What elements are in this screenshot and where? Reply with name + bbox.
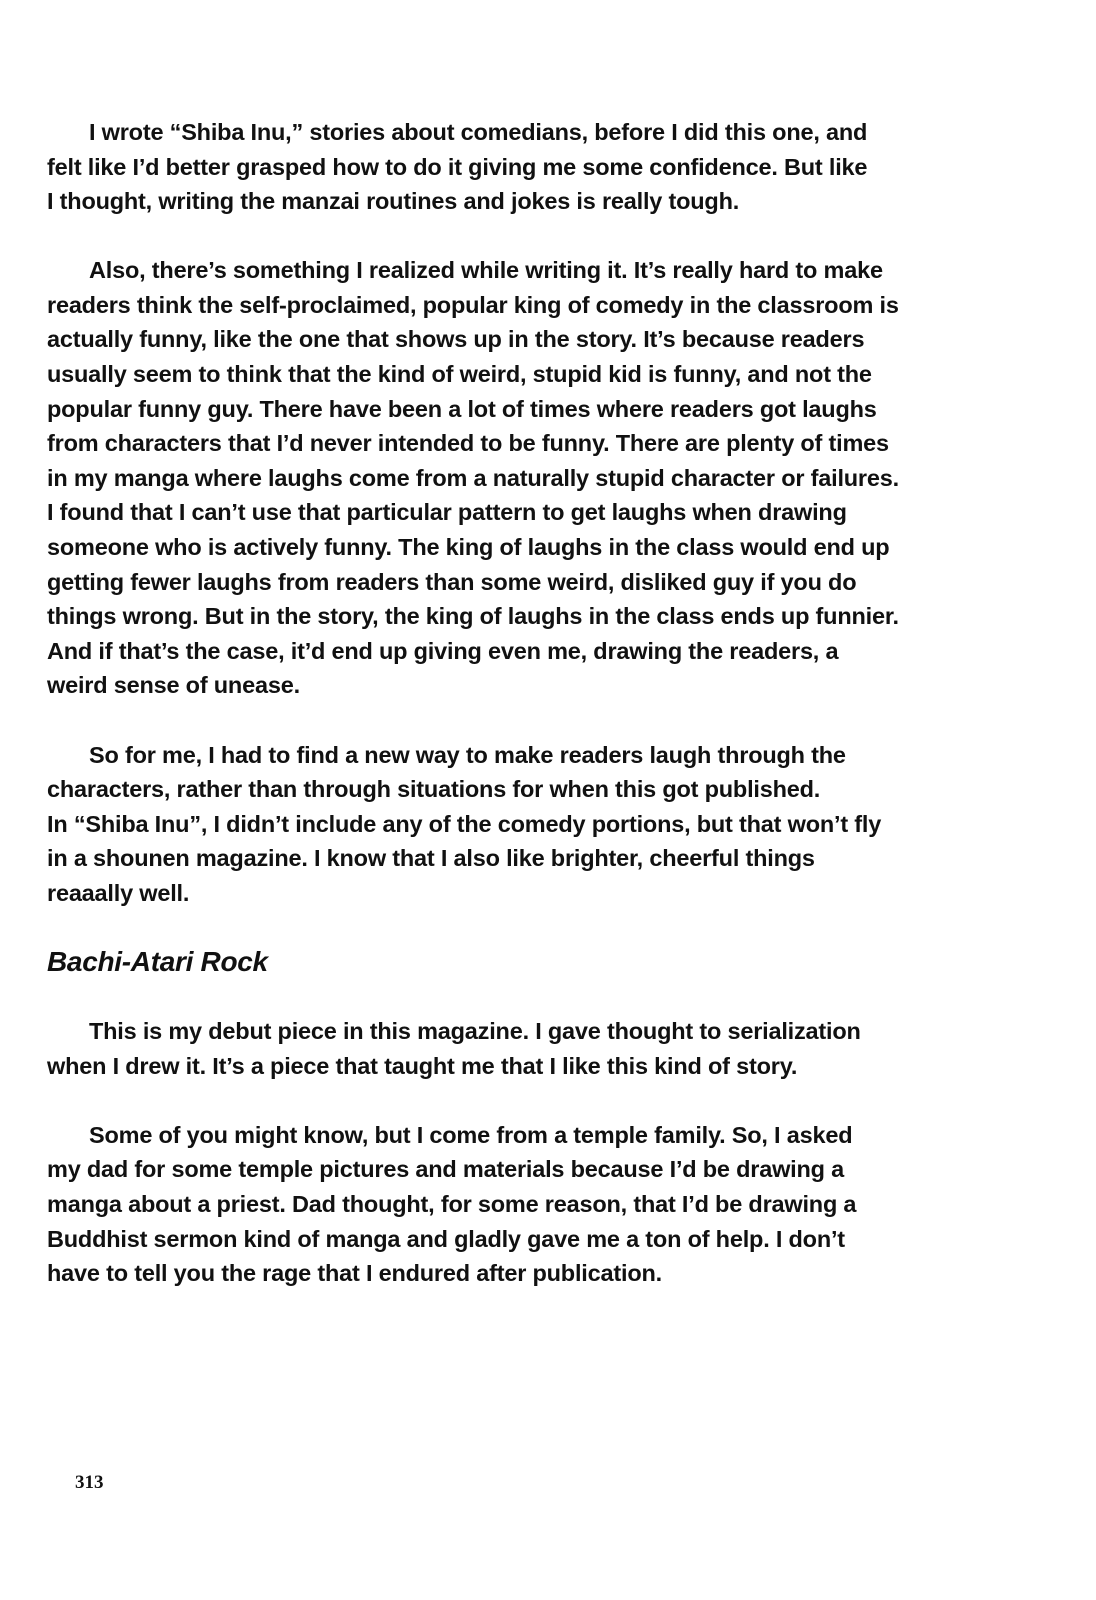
page-number: 313	[75, 1472, 104, 1493]
text-line: usually seem to think that the kind of weird, stupid kid is funny, and not the	[47, 361, 872, 388]
text-line: readers think the self-proclaimed, popular king of comedy in the classroom is	[47, 291, 899, 318]
text-line: my dad for some temple pictures and materials because I’d be drawing a	[47, 1156, 845, 1183]
text-line: In “Shiba Inu”, I didn’t include any of the comedy portions, but that won’t fly	[47, 810, 882, 837]
text-line: Some of you might know, but I come from a temple family. So, I asked	[89, 1121, 853, 1148]
text-line: I wrote “Shiba Inu,” stories about comedians, before I did this one, and	[89, 119, 868, 145]
text-line: actually funny, like the one that shows up in the story. It’s because readers	[47, 326, 865, 353]
text-line: Also, there’s something I realized while writing it. It’s really hard to make	[89, 257, 883, 284]
text-line: characters, rather than through situations for when this got published.	[47, 776, 821, 803]
text-line: popular funny guy. There have been a lot of times where readers got laughs	[47, 395, 877, 422]
text-line: Buddhist sermon kind of manga and gladly gave me a ton of help. I don’t	[47, 1225, 845, 1252]
text-line: when I drew it. It’s a piece that taught me that I like this kind of story.	[47, 1052, 798, 1079]
paragraph-1	[47, 115, 1047, 219]
text-line: And if that’s the case, it’d end up giving even me, drawing the readers, a	[47, 637, 839, 664]
text-line: things wrong. But in the story, the king of laughs in the class ends up funnier.	[47, 603, 899, 630]
text-line: This is my debut piece in this magazine. I gave thought to serialization	[89, 1018, 861, 1045]
text-line: from characters that I’d never intended to be funny. There are plenty of times	[47, 430, 889, 457]
text-line: manga about a priest. Dad thought, for some reason, that I’d be drawing a	[47, 1190, 857, 1217]
section-title: Bachi-Atari Rock	[47, 945, 268, 977]
page-body	[47, 115, 1047, 1325]
text-line: in my manga where laughs come from a naturally stupid character or failures.	[47, 464, 899, 491]
text-line: I found that I can’t use that particular pattern to get laughs when drawing	[47, 499, 847, 526]
text-line: getting fewer laughs from readers than some weird, disliked guy if you do	[47, 568, 857, 595]
text-line: I thought, writing the manzai routines and jokes is really tough.	[47, 188, 740, 215]
paragraph-2	[47, 253, 1047, 703]
text-line: reaaally well.	[47, 879, 190, 906]
paragraph-4	[47, 1014, 1047, 1083]
text-line: have to tell you the rage that I endured after publication.	[47, 1260, 662, 1287]
text-line: felt like I’d better grasped how to do it giving me some confidence. But like	[47, 153, 868, 180]
text-line: weird sense of unease.	[47, 672, 300, 699]
paragraph-5	[47, 1118, 1047, 1291]
paragraph-3	[47, 738, 1047, 911]
text-line: in a shounen magazine. I know that I also like brighter, cheerful things	[47, 845, 815, 872]
text-line: So for me, I had to find a new way to make readers laugh through the	[89, 741, 846, 768]
text-line: someone who is actively funny. The king of laughs in the class would end up	[47, 534, 890, 561]
